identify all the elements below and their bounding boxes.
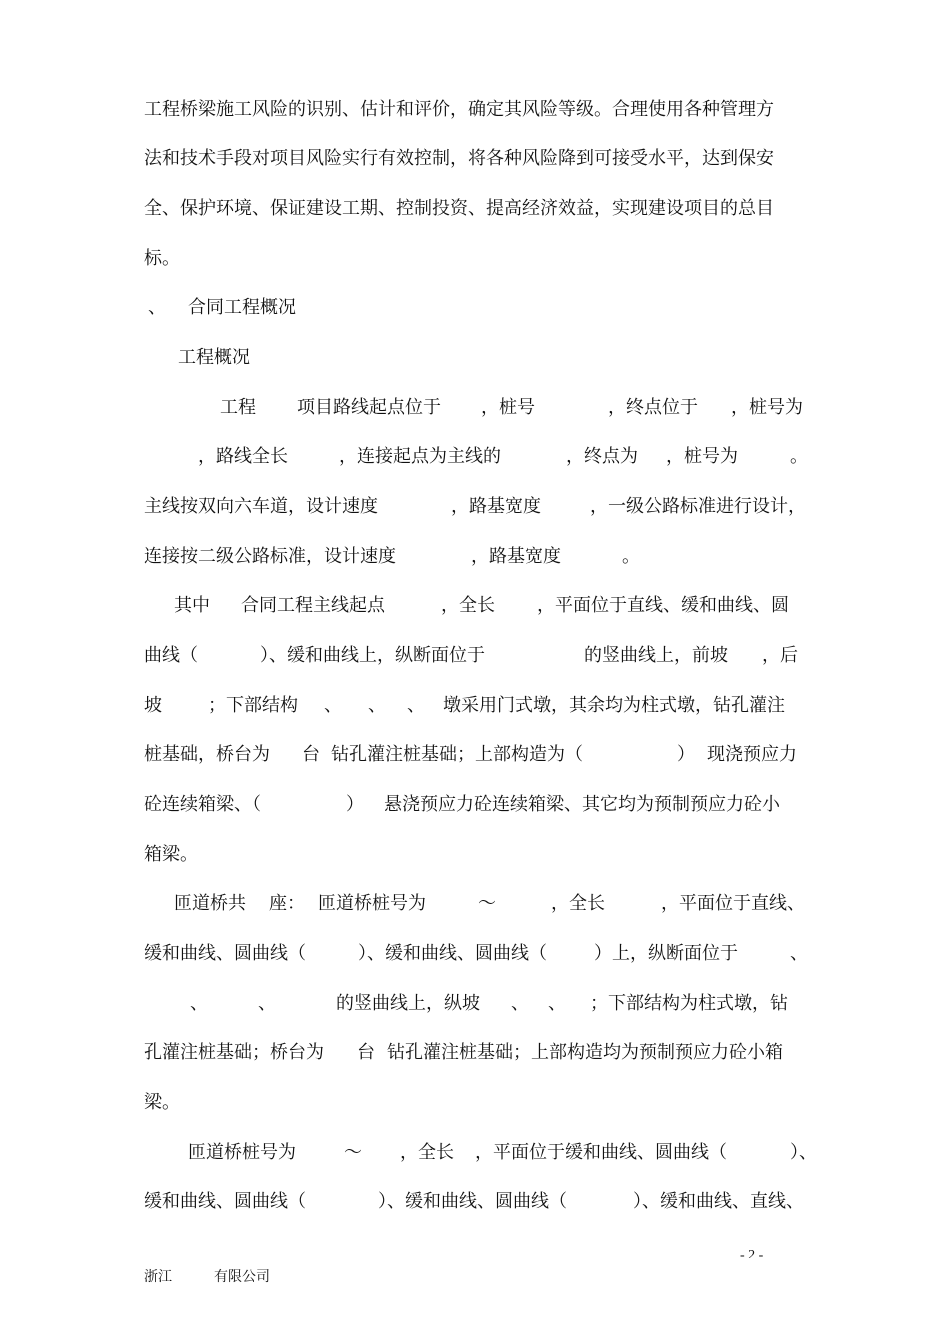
text-line — [0, 94, 950, 126]
text-line — [0, 541, 950, 573]
text-segment: 、 — [190, 993, 208, 1014]
text-segment: ；下部结构 — [208, 695, 298, 716]
text-segment: 桩基础，桥台为 — [144, 744, 270, 765]
text-segment: 、 — [324, 695, 342, 716]
text-segment: ；下部结构为柱式墩，钻 — [590, 993, 788, 1014]
text-segment: ，桩号为 — [666, 446, 738, 467]
text-segment: 钻孔灌注桩基础；上部构造为（ — [331, 744, 583, 765]
text-line — [0, 1037, 950, 1069]
text-segment: ）、缓和曲线、圆曲线（ — [378, 1191, 567, 1212]
text-segment: ，后 — [762, 645, 798, 666]
text-segment: 箱梁。 — [144, 844, 198, 865]
text-segment: ，全长 — [441, 595, 495, 616]
text-segment: ～ — [344, 1142, 362, 1163]
text-segment: 匝道桥桩号为 — [318, 893, 426, 914]
text-segment: 合同工程概况 — [188, 297, 296, 318]
text-segment: ，路基宽度 — [451, 496, 541, 517]
text-segment: ，全长 — [551, 893, 605, 914]
text-segment: 砼连续箱梁、（ — [144, 794, 261, 815]
text-line — [0, 342, 950, 374]
page-number: - 2 - — [740, 1248, 764, 1263]
text-line — [0, 1186, 950, 1218]
text-segment: 法和技术手段对项目风险实行有效控制，将各种风险降到可接受水平，达到保安 — [144, 148, 774, 169]
text-segment: ，平面位于缓和曲线、圆曲线（ — [475, 1142, 727, 1163]
text-segment: 座： — [269, 893, 305, 914]
text-segment: 钻孔灌注桩基础；上部构造均为预制预应力砼小箱 — [387, 1042, 783, 1063]
text-segment: 、 — [368, 695, 386, 716]
text-line — [0, 292, 950, 324]
text-line — [0, 1087, 950, 1119]
text-line — [0, 739, 950, 771]
text-segment: 连接按二级公路标准，设计速度 — [144, 546, 396, 567]
text-segment: ，终点为 — [566, 446, 638, 467]
text-segment: ）、缓和曲线、圆曲线（ — [358, 943, 547, 964]
text-segment: ）上，纵断面位于 — [594, 943, 738, 964]
text-segment: 、 — [258, 993, 276, 1014]
text-segment: 的竖曲线上，前坡 — [584, 645, 728, 666]
text-segment: ，桩号 — [481, 397, 535, 418]
text-segment: 、 — [790, 943, 808, 964]
text-segment: ，平面位于直线、 — [661, 893, 805, 914]
text-segment: 工程桥梁施工风险的识别、估计和评价，确定其风险等级。合理使用各种管理方 — [144, 99, 774, 120]
footer-company-prefix: 浙江 — [144, 1269, 172, 1285]
text-segment: 、 — [511, 993, 529, 1014]
text-segment: 、 — [548, 993, 566, 1014]
text-segment: ，桩号为 — [731, 397, 803, 418]
footer-company-suffix: 有限公司 — [214, 1269, 270, 1285]
text-segment: 匝道桥共 — [174, 893, 246, 914]
text-segment: 项目路线起点位于 — [297, 397, 441, 418]
text-line — [0, 789, 950, 821]
text-segment: 。 — [790, 446, 808, 467]
text-line — [0, 839, 950, 871]
text-segment: ～ — [478, 893, 496, 914]
text-segment: ） — [677, 744, 695, 765]
text-segment: 工程概况 — [178, 347, 250, 368]
text-line — [0, 441, 950, 473]
text-segment: 台 — [357, 1042, 375, 1063]
text-segment: 梁。 — [144, 1092, 180, 1113]
text-line — [0, 392, 950, 424]
text-line — [0, 491, 950, 523]
text-segment: 全、保护环境、保证建设工期、控制投资、提高经济效益，实现建设项目的总目 — [144, 198, 774, 219]
text-line — [0, 888, 950, 920]
text-segment: ） — [346, 794, 364, 815]
text-line — [0, 1137, 950, 1169]
text-segment: 标。 — [144, 248, 180, 269]
text-segment: 坡 — [144, 695, 162, 716]
text-line — [0, 590, 950, 622]
text-line — [0, 243, 950, 275]
text-segment: 的竖曲线上，纵坡 — [336, 993, 480, 1014]
text-segment: ，路线全长 — [198, 446, 288, 467]
text-segment: 主线按双向六车道，设计速度 — [144, 496, 378, 517]
text-segment: 匝道桥桩号为 — [188, 1142, 296, 1163]
text-line — [0, 988, 950, 1020]
footer-divider — [110, 1258, 840, 1259]
text-segment: 孔灌注桩基础；桥台为 — [144, 1042, 324, 1063]
text-segment: 、 — [148, 297, 166, 318]
text-segment: 工程 — [220, 397, 256, 418]
text-line — [0, 690, 950, 722]
text-line — [0, 193, 950, 225]
text-segment: ，连接起点为主线的 — [339, 446, 501, 467]
text-line — [0, 640, 950, 672]
text-segment: ）、 — [790, 1142, 817, 1163]
text-line — [0, 938, 950, 970]
text-line — [0, 143, 950, 175]
text-segment: 墩采用门式墩，其余均为柱式墩，钻孔灌注 — [443, 695, 785, 716]
text-segment: ，全长 — [400, 1142, 454, 1163]
text-segment: 、 — [407, 695, 425, 716]
text-segment: ）、缓和曲线、直线、 — [633, 1191, 804, 1212]
text-segment: ，终点位于 — [608, 397, 698, 418]
text-segment: 悬浇预应力砼连续箱梁、其它均为预制预应力砼小 — [384, 794, 780, 815]
text-segment: 。 — [622, 546, 640, 567]
text-segment: 现浇预应力 — [707, 744, 797, 765]
text-segment: 其中 — [174, 595, 210, 616]
text-segment: ，路基宽度 — [471, 546, 561, 567]
text-segment: 曲线（ — [144, 645, 198, 666]
text-segment: 台 — [302, 744, 320, 765]
text-segment: 缓和曲线、圆曲线（ — [144, 1191, 306, 1212]
text-segment: 合同工程主线起点 — [241, 595, 385, 616]
text-segment: ）、缓和曲线上，纵断面位于 — [260, 645, 485, 666]
text-segment: 缓和曲线、圆曲线（ — [144, 943, 306, 964]
text-segment: ，平面位于直线、缓和曲线、圆 — [537, 595, 789, 616]
text-segment: ，一级公路标准进行设计， — [590, 496, 806, 517]
